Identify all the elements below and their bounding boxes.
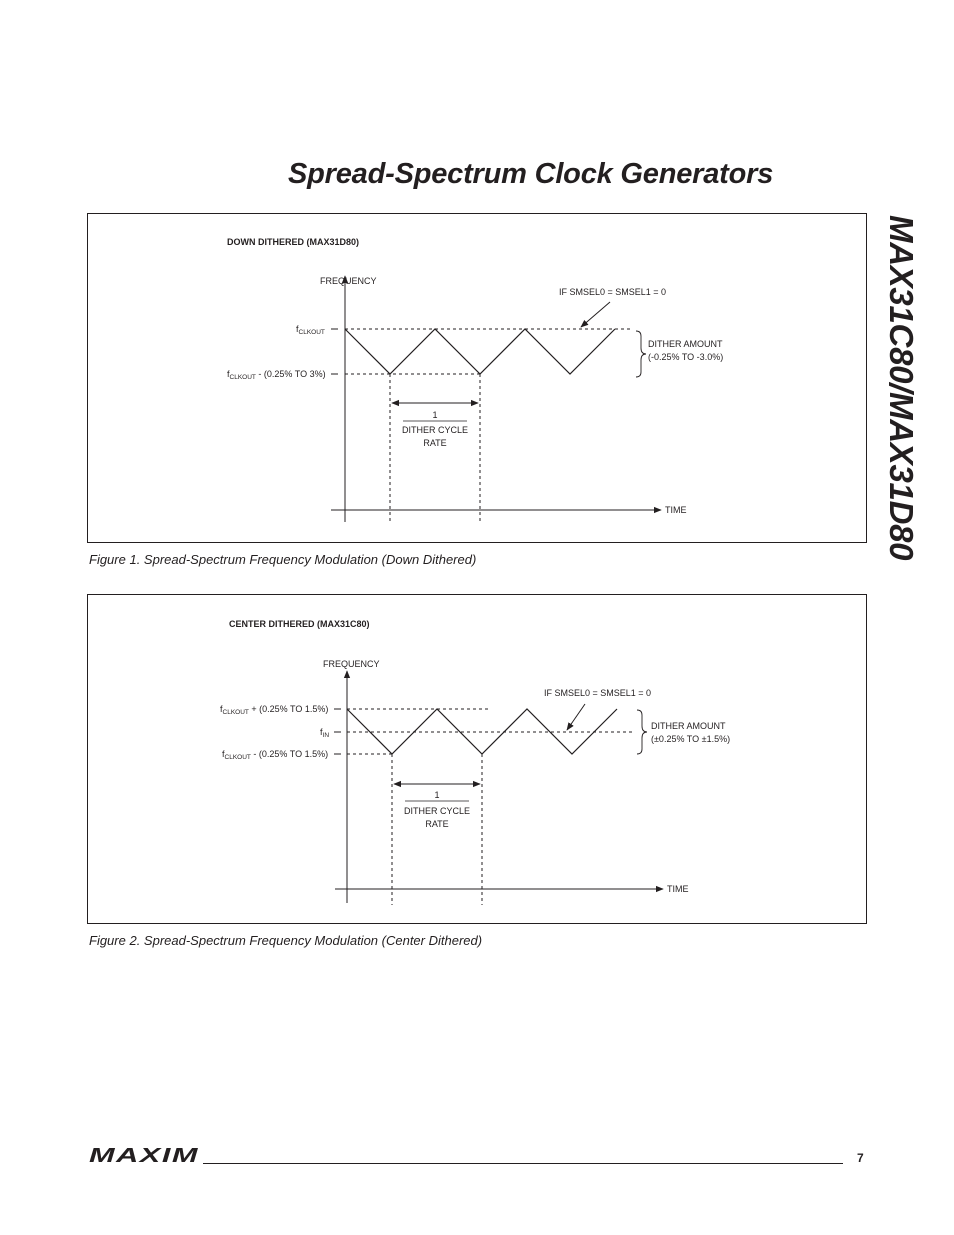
figure-1-heading: DOWN DITHERED (MAX31D80) (227, 237, 360, 247)
maxim-logo (89, 1145, 201, 1165)
figure-1-rate-line1: DITHER CYCLE (401, 425, 469, 435)
figure-2-condition-pointer (567, 704, 585, 730)
maxim-logo-text: MAXIM (89, 1145, 200, 1165)
page-title: Spread-Spectrum Clock Generators (288, 158, 774, 190)
figure-1-caption: Figure 1. Spread-Spectrum Frequency Modulation (Down Dithered) (89, 552, 477, 567)
figure-1-y-axis-label: FREQUENCY (320, 276, 377, 286)
figure-2-diagram (88, 595, 868, 925)
figure-2-rate-line2: RATE (425, 819, 449, 829)
figure-1-level-top-label: $f_{CLKOUT}$ (296, 324, 325, 336)
part-number-text: MAX31C80/MAX31D80 (883, 215, 920, 561)
figure-1-condition-pointer (581, 302, 610, 327)
figure-2-level-top-label: $f_{CLKOUT} + (0.25\%$ TO 1.5%) (220, 704, 329, 716)
figure-2-rate-line1: DITHER CYCLE (403, 806, 471, 816)
figure-1-rate-line2: RATE (423, 438, 447, 448)
figure-2-level-mid-label: $f_{IN}$ (320, 727, 330, 739)
figure-2-y-axis-label: FREQUENCY (323, 659, 380, 669)
figure-2-condition-label: IF SMSEL0 = SMSEL1 = 0 (544, 688, 652, 698)
figure-1-x-axis-label: TIME (665, 505, 687, 515)
figure-1-condition-label: IF SMSEL0 = SMSEL1 = 0 (559, 287, 667, 297)
figure-1-dither-amount-line1: DITHER AMOUNT (648, 339, 723, 349)
page-number: 7 (857, 1151, 864, 1165)
figure-2-x-axis-label: TIME (667, 884, 689, 894)
figure-1-diagram (88, 214, 868, 544)
figure-2-level-bottom-label: $f_{CLKOUT} - (0.25\%$ TO 1.5%) (222, 749, 329, 761)
figure-2-box (87, 594, 867, 924)
figure-2-heading: CENTER DITHERED (MAX31C80) (229, 619, 370, 629)
figure-1-dither-amount-line2: (-0.25% TO -3.0%) (648, 352, 724, 362)
figure-2-caption: Figure 2. Spread-Spectrum Frequency Modulation (Center Dithered) (89, 933, 483, 948)
figure-1-level-bottom-label: $f_{CLKOUT} - (0.25\%$ TO 3%) (227, 369, 326, 381)
figure-1-dither-waveform (345, 329, 615, 374)
figure-2-dither-brace (637, 710, 647, 754)
figure-2-rate-numerator: 1 (434, 790, 440, 800)
figure-2-dither-amount-line1: DITHER AMOUNT (651, 721, 726, 731)
figure-1-dither-brace (636, 331, 646, 377)
figure-1-rate-numerator: 1 (432, 410, 438, 420)
part-number-side-title (883, 215, 920, 585)
footer-rule (203, 1163, 843, 1164)
figure-2-dither-amount-line2: (±0.25% TO ±1.5%) (651, 734, 731, 744)
figure-1-box (87, 213, 867, 543)
